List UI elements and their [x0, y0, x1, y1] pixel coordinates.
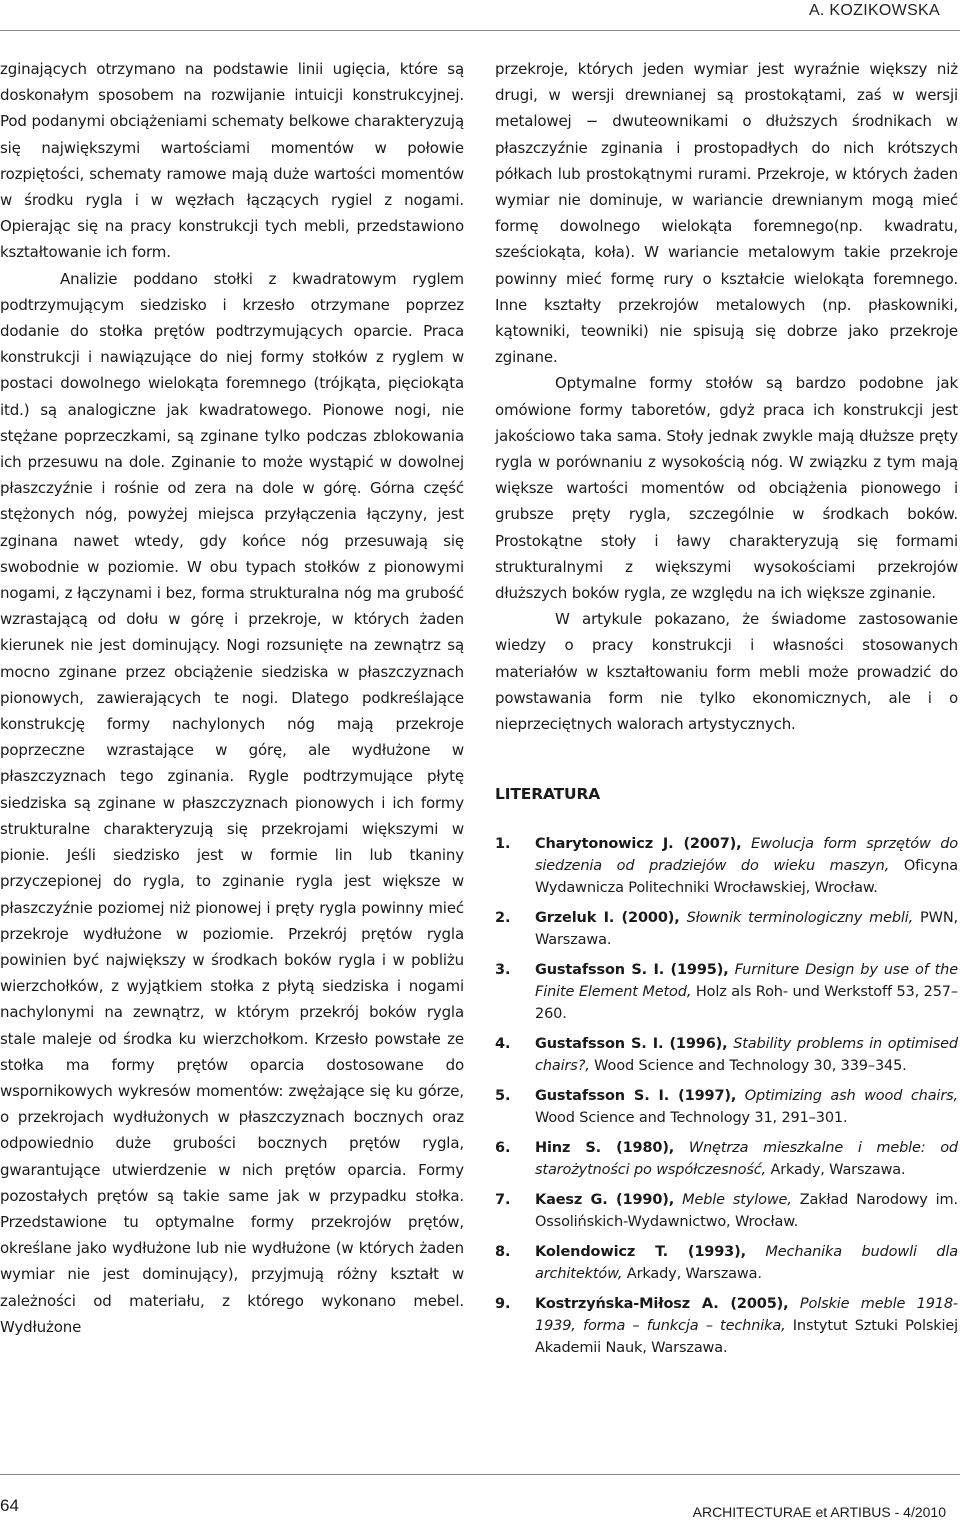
reference-number: 3.: [495, 962, 511, 979]
reference-publisher: Holz als Roh- und Werkstoff 53, 257–260.: [535, 984, 958, 1023]
reference-number: 6.: [495, 1140, 511, 1157]
reference-publisher: Arkady, Warszawa.: [622, 1266, 762, 1283]
reference-item: [495, 1085, 958, 1129]
reference-title: Słownik terminologiczny mebli,: [686, 910, 914, 927]
reference-title: Ewolucja form sprzętów do siedzenia od pradziejów do wieku maszyn,: [535, 836, 958, 875]
reference-body: [535, 1189, 958, 1233]
reference-number: 1.: [495, 836, 511, 853]
right-paragraph-2: Optymalne formy stołów są bardzo podobne jak omówione formy taboretów, gdyż praca ich konstrukcji jest jakościowo taka sama. Stoły jednak zwykle mają dłuższe pręty rygla w porównaniu z wysokością nóg. W związku z tym mają większe wartości momentów od obciążenia pionowego i grubsze pręty rygla, szczególnie w środkach boków. Prostokątne stoły i ławy charakteryzują się formami strukturalnymi z większymi wysokościami przekrojów dłuższych boków rygla, ze względu na ich większe zginanie.: [495, 374, 958, 603]
reference-number: 9.: [495, 1296, 511, 1313]
reference-publisher: Arkady, Warszawa.: [766, 1162, 906, 1179]
reference-title: Mechanika budowli dla architektów,: [535, 1244, 958, 1283]
reference-item: [495, 1293, 958, 1359]
footer-rule: [0, 1474, 960, 1475]
left-paragraph-1: zginających otrzymano na podstawie linii ugięcia, które są doskonałym sposobem na rozwijanie intuicji konstrukcyjnej. Pod podanymi obciążeniami schematy belkowe charakteryzują się największymi wartościami momentów w połowie rozpiętości, schematy ramowe mają duże wartości momentów w środku rygla i w węzłach łączących rygiel z nogami. Opierając się na pracy konstrukcji tych mebli, przedstawiono kształtowanie ich form.: [0, 60, 464, 262]
references-heading: LITERATURA: [495, 785, 601, 804]
reference-author: Gustafsson S. I. (1997),: [535, 1088, 737, 1105]
reference-item: [495, 833, 958, 899]
left-paragraph-2: Analizie poddano stołki z kwadratowym ryglem podtrzymującym siedzisko i krzesło otrzymane poprzez dodanie do stołka prętów podtrzymujących oparcie. Praca konstrukcji i nawiązujące do niej formy stołków z ryglem w postaci dowolnego wielokąta foremnego (trójkąta, pięciokąta itd.) są analogiczne jak kwadratowego. Pionowe nogi, nie stężane poprzeczkami, są zginane tylko podczas zblokowania ich przesuwu na dole. Zginanie to może wystąpić w dowolnej płaszczyźnie i rośnie od zera na dole w górę. Górna część stężonych nóg, powyżej miejsca przyłączenia łączyny, jest zginana nawet wtedy, gdy końce nóg przesuwają się swobodnie w poziomie. W obu typach stołków z pionowymi nogami, z łączynami i bez, forma strukturalna nóg ma grubość wzrastającą od dołu w górę i przekroje, w których żaden kierunek nie jest dominujący. Nogi rozsunięte na zewnątrz są mocno zginane przez obciążenie siedziska w płaszczyznach pionowych, zawierających te nogi. Dlatego podkreślające konstrukcję formy nachylonych nóg mają przekroje poprzeczne wzrastające w górę, ale wydłużone w płaszczyznach tego zginania. Rygle podtrzymujące płytę siedziska są zginane w płaszczyznach pionowych i ich formy strukturalne charakteryzują się przekrojami większymi w pionie. Jeśli siedzisko jest w formie lin lub tkaniny przyczepionej do rygla, to zginanie rygla jest większe w płaszczyźnie poziomej niż pionowej i pręty rygla powinny mieć przekroje wydłużone w poziomie. Przekrój prętów rygla powinien być największy w środkach boków rygla i w pobliżu wierzchołków, z wyjątkiem stołka z płytą siedziska i nogami nachylonymi na zewnątrz, w którym przekrój boków rygla stale maleje od środka ku wierzchołkom. Krzesło powstałe ze stołka ma formy prętów oparcia dostosowane do wspornikowych wykresów momentów: zwężające się ku górze, o przekrojach wydłużonych w płaszczyznach bocznych oraz odpowiednio duże grubości bocznych prętów rygla, gwarantujące utwierdzenie w nich prętów oparcia. Formy pozostałych prętów są takie same jak w przypadku stołka. Przedstawione tu optymalne formy przekrojów prętów, określane jako wydłużone lub nie wydłużone (w których żaden wymiar nie jest dominujący), przyjmują różny kształt w zależności od materiału, z którego wykonano mebel. Wydłużone: [0, 269, 464, 1336]
reference-publisher: Instytut Sztuki Polskiej Akademii Nauk, Warszawa.: [535, 1318, 958, 1357]
reference-author: Gustafsson S. I. (1995),: [535, 962, 729, 979]
reference-publisher: Wood Science and Technology 31, 291–301.: [535, 1110, 848, 1127]
reference-item: [495, 907, 958, 951]
reference-item: [495, 1137, 958, 1181]
reference-body: [535, 1085, 958, 1129]
reference-title: Furniture Design by use of the Finite Element Metod,: [535, 962, 958, 1001]
reference-body: [535, 959, 958, 1025]
reference-body: [535, 1033, 958, 1077]
header-rule: [0, 30, 960, 31]
reference-body: [535, 907, 958, 951]
running-head: A. KOZIKOWSKA: [808, 2, 940, 19]
reference-item: [495, 1189, 958, 1233]
reference-publisher: Oficyna Wydawnicza Politechniki Wrocławskiej, Wrocław.: [535, 858, 958, 897]
reference-author: Kaesz G. (1990),: [535, 1192, 675, 1209]
right-paragraph-1: przekroje, których jeden wymiar jest wyraźnie większy niż drugi, w wersji drewnianej są prostokątami, zaś w wersji metalowej − dwuteownikami o dłuższych środnikach w płaszczyźnie zginania i prostopadłych do nich krótszych półkach lub prostokątnymi rurami. Przekroje, w których żaden wymiar nie dominuje, w wariancie drewnianym mogą mieć formę dowolnego wielokąta foremnego(np. kwadratu, sześciokąta, koła). W wariancie metalowym takie przekroje powinny mieć formę rury o kształcie wielokąta foremnego. Inne kształty przekrojów metalowych (np. płaskowniki, kątowniki, teowniki) nie spisują się dobrze jako przekroje zginane.: [495, 60, 958, 367]
reference-author: Grzeluk I. (2000),: [535, 910, 680, 927]
reference-author: Kostrzyńska-Miłosz A. (2005),: [535, 1296, 789, 1313]
reference-number: 2.: [495, 910, 511, 927]
reference-author: Gustafsson S. I. (1996),: [535, 1036, 728, 1053]
left-column: [0, 56, 464, 1340]
reference-title: Polskie meble 1918-1939, forma – funkcja – technika,: [535, 1296, 958, 1335]
right-column: [495, 56, 958, 1367]
reference-body: [535, 833, 958, 899]
reference-list: [495, 833, 958, 1359]
page-number: 64: [0, 1496, 19, 1515]
reference-body: [535, 1293, 958, 1359]
reference-item: [495, 959, 958, 1025]
reference-title: Optimizing ash wood chairs,: [744, 1088, 958, 1105]
reference-author: Kolendowicz T. (1993),: [535, 1244, 746, 1261]
right-paragraph-3: W artykule pokazano, że świadome zastosowanie wiedzy o pracy konstrukcji i własności stosowanych materiałów w kształtowaniu form mebli może prowadzić do powstawania form nie tylko ekonomicznych, ale i o nieprzeciętnych walorach artystycznych.: [495, 610, 958, 734]
reference-author: Hinz S. (1980),: [535, 1140, 675, 1157]
reference-number: 7.: [495, 1192, 511, 1209]
reference-publisher: PWN, Warszawa.: [535, 910, 958, 949]
reference-item: [495, 1033, 958, 1077]
reference-author: Charytonowicz J. (2007),: [535, 836, 742, 853]
reference-number: 8.: [495, 1244, 511, 1261]
reference-item: [495, 1241, 958, 1285]
reference-publisher: Wood Science and Technology 30, 339–345.: [589, 1058, 907, 1075]
reference-title: Wnętrza mieszkalne i meble: od starożytności po współczesność,: [535, 1140, 958, 1179]
reference-number: 4.: [495, 1036, 511, 1053]
reference-body: [535, 1137, 958, 1181]
reference-publisher: Zakład Narodowy im. Ossolińskich-Wydawnictwo, Wrocław.: [535, 1192, 958, 1231]
reference-title: Meble stylowe,: [682, 1192, 792, 1209]
reference-title: Stability problems in optimised chairs?,: [535, 1036, 958, 1075]
reference-number: 5.: [495, 1088, 511, 1105]
journal-name: ARCHITECTURAE et ARTIBUS - 4/2010: [692, 1504, 946, 1520]
reference-body: [535, 1241, 958, 1285]
